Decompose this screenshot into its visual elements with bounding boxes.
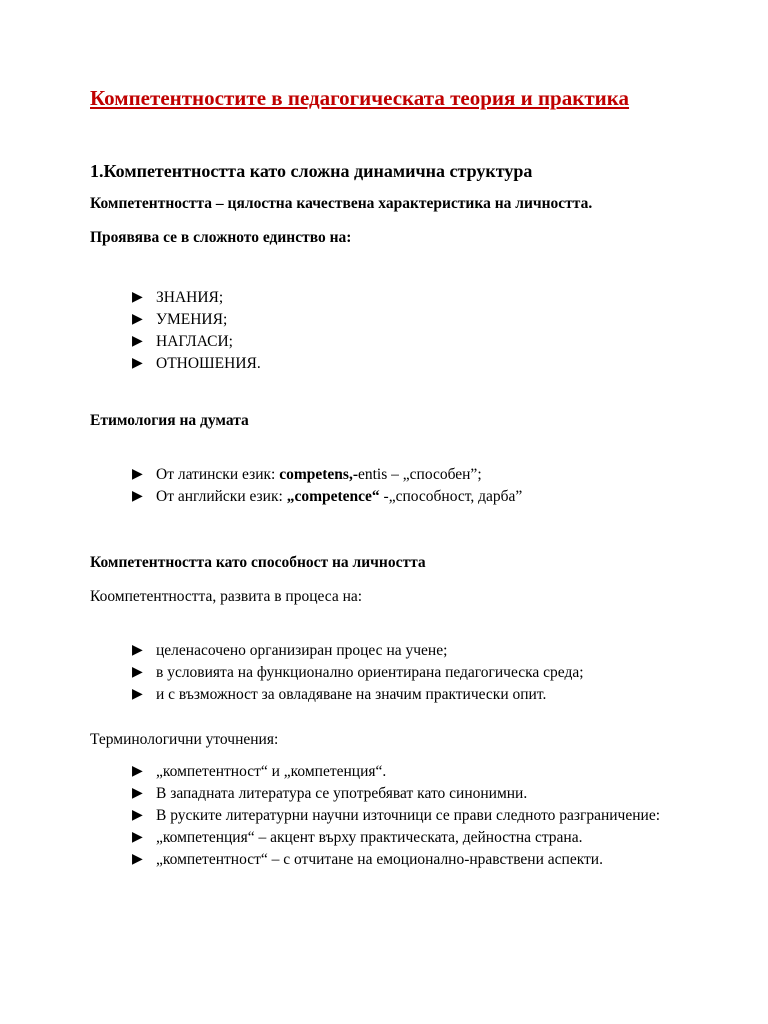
ability-heading: Компетентността като способност на личността (90, 554, 426, 571)
list-item: ▶ ОТНОШЕНИЯ. (132, 353, 678, 375)
list-item: ▶ От английски език: „competence“ -„способност, дарба” (132, 486, 678, 508)
arrow-bullet-icon: ▶ (132, 489, 143, 504)
arrow-bullet-icon: ▶ (132, 334, 143, 349)
list-item: ▶ От латински език: competens,-entis – „способен”; (132, 464, 678, 486)
list-item: ▶ „компетенция“ – акцент върху практическата, дейностна страна. (132, 827, 678, 849)
arrow-bullet-icon: ▶ (132, 356, 143, 371)
intro-text: Проявява се в сложното единство на: (90, 229, 352, 246)
arrow-bullet-icon: ▶ (132, 687, 143, 702)
definition-text: Компетентността – цялостна качествена характеристика на личността. (90, 195, 593, 212)
ability-list (132, 640, 678, 706)
arrow-bullet-icon: ▶ (132, 764, 143, 779)
list-item: ▶ „компетентност“ – с отчитане на емоционално-нравствени аспекти. (132, 849, 678, 871)
list-item: ▶ ЗНАНИЯ; (132, 287, 678, 309)
etymology-heading: Етимология на думата (90, 412, 249, 429)
arrow-bullet-icon: ▶ (132, 786, 143, 801)
terminology-intro: Терминологични уточнения: (90, 731, 279, 748)
list-item: ▶ УМЕНИЯ; (132, 309, 678, 331)
document-title: Компетентностите в педагогическата теория и практика (90, 86, 630, 110)
etymology-list (132, 464, 678, 508)
arrow-bullet-icon: ▶ (132, 852, 143, 867)
arrow-bullet-icon: ▶ (132, 643, 143, 658)
ability-intro: Коомпетентността, развита в процеса на: (90, 588, 363, 605)
list-item: ▶ в условията на функционално ориентирана педагогическа среда; (132, 662, 678, 684)
list-item: ▶ и с възможност за овладяване на значим практически опит. (132, 684, 678, 706)
components-list (132, 287, 678, 375)
list-item: ▶ целенасочено организиран процес на учене; (132, 640, 678, 662)
arrow-bullet-icon: ▶ (132, 312, 143, 327)
arrow-bullet-icon: ▶ (132, 830, 143, 845)
arrow-bullet-icon: ▶ (132, 467, 143, 482)
list-item: ▶ НАГЛАСИ; (132, 331, 678, 353)
terminology-list (132, 761, 678, 871)
list-item: ▶ В западната литература се употребяват като синонимни. (132, 783, 678, 805)
arrow-bullet-icon: ▶ (132, 290, 143, 305)
section1-heading: 1.Компетентността като сложна динамична структура (90, 161, 533, 181)
list-item: ▶ В руските литературни научни източници се прави следното разграничение: (132, 805, 678, 827)
list-item: ▶ „компетентност“ и „компетенция“. (132, 761, 678, 783)
arrow-bullet-icon: ▶ (132, 665, 143, 680)
arrow-bullet-icon: ▶ (132, 808, 143, 823)
